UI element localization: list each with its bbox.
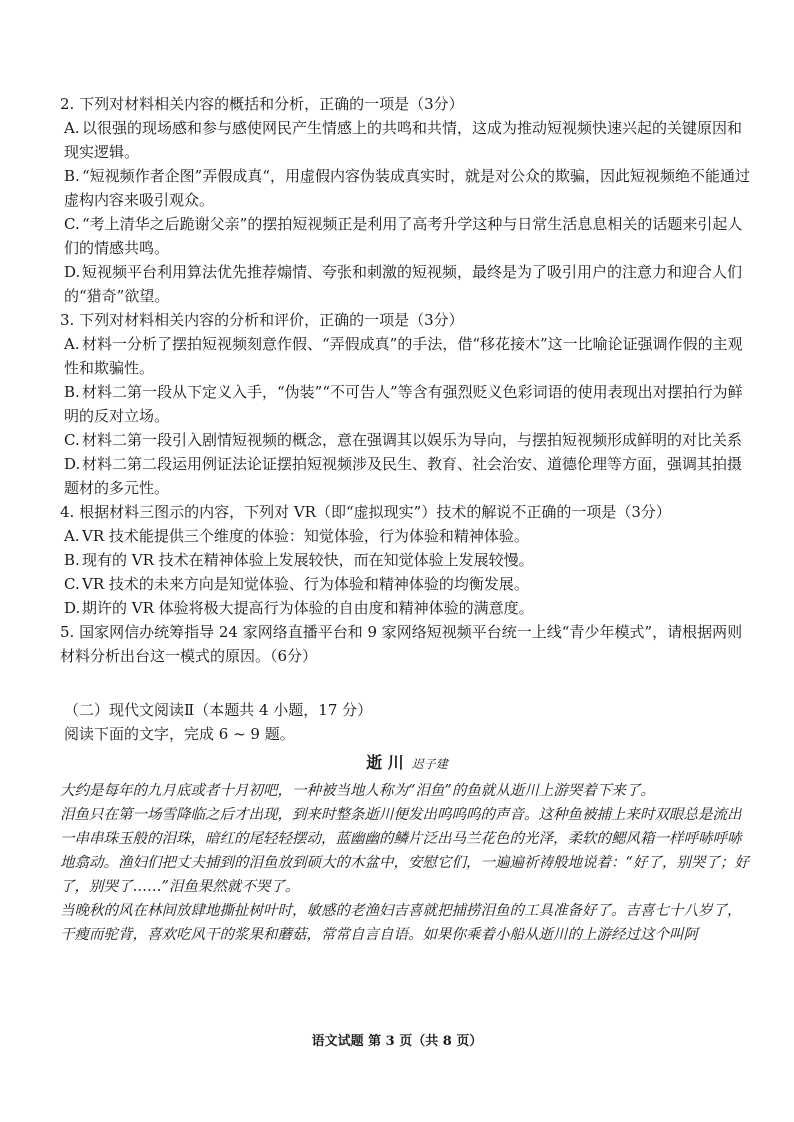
q2-option-b: B. “短视频作者企图”弄假成真“，用虚假内容伪装成真实时，就是对公众的欺骗，因此短视频绝不能通过虚构内容来吸引观众。 xyxy=(64,167,751,209)
page-footer: 语文试题 第 3 页（共 8 页） xyxy=(311,1034,483,1049)
article-paragraph: 泪鱼只在第一场雪降临之后才出现，到来时整条逝川便发出呜呜呜的声音。这种鱼被捕上来时双眼总是流出一串串珠玉般的泪珠，暗红的尾轻轻摆动，蓝幽幽的鳞片泛出马兰花色的光泽，柔软的鳃风箱一样呼哧呼哧地翕动。渔妇们把丈夫捕到的泪鱼放到硕大的木盆中，安慰它们，一遍遍祈祷般地说着：“好了，别哭了；好了，别哭了……”泪鱼果然就不哭了。 xyxy=(60,807,749,895)
question-2-stem: 2. 下列对材料相关内容的概括和分析，正确的一项是（3分） xyxy=(60,95,464,113)
q4-option-d: D. 期许的 VR 体验将极大提高行为体验的自由度和精神体验的满意度。 xyxy=(64,599,534,617)
question-3-stem: 3. 下列对材料相关内容的分析和评价，正确的一项是（3分） xyxy=(60,311,464,329)
q2-option-a: A. 以很强的现场感和参与感使网民产生情感上的共鸣和共情，这成为推动短视频快速兴起的关键原因和现实逻辑。 xyxy=(64,119,743,161)
article-title xyxy=(60,750,754,777)
q3-option-d: D. 材料二第二段运用例证法论证摆拍短视频涉及民生、教育、社会治安、道德伦理等方面，强调其拍摄题材的多元性。 xyxy=(64,455,743,497)
article-author: 迟子建 xyxy=(411,757,448,771)
section-instruction: 阅读下面的文字，完成 6 ~ 9 题。 xyxy=(64,725,295,743)
q4-option-a: A. VR 技术能提供三个维度的体验：知觉体验，行为体验和精神体验。 xyxy=(64,527,529,545)
q2-option-d: D. 短视频平台利用算法优先推荐煽情、夸张和刺激的短视频，最终是为了吸引用户的注意力和迎合人们的“猎奇”欲望。 xyxy=(64,263,743,305)
q4-option-c: C. VR 技术的未来方向是知觉体验、行为体验和精神体验的均衡发展。 xyxy=(64,575,529,593)
q3-option-b: B. 材料二第一段从下定义入手，“伪装”“不可告人”等含有强烈贬义色彩词语的使用表现出对摆拍行为鲜明的反对立场。 xyxy=(64,383,743,425)
question-5-stem: 5. 国家网信办统筹指导 24 家网络直播平台和 9 家网络短视频平台统一上线“青少年模式”，请根据两则材料分析出台这一模式的原因。（6分） xyxy=(60,623,743,665)
question-4-options xyxy=(60,524,754,620)
article-title-text: 逝 川 xyxy=(366,753,404,772)
question-4-stem: 4. 根据材料三图示的内容，下列对 VR（即“虚拟现实”）技术的解说不正确的一项是（3分） xyxy=(60,503,671,521)
q2-option-c: C. “考上清华之后跪谢父亲”的摆拍短视频正是利用了高考升学这种与日常生活息息相关的话题来引起人们的情感共鸣。 xyxy=(64,215,743,257)
q3-option-a: A. 材料一分析了摆拍短视频刻意作假、“弄假成真”的手法，借“移花接木”这一比喻论证强调作假的主观性和欺骗性。 xyxy=(64,335,743,377)
q3-option-c: C. 材料二第一段引入剧情短视频的概念，意在强调其以娱乐为导向，与摆拍短视频形成鲜明的对比关系 xyxy=(64,431,743,449)
article-paragraph: 大约是每年的九月底或者十月初吧，一种被当地人称为“泪鱼”的鱼就从逝川上游哭着下来了。 xyxy=(60,783,655,799)
section-heading: （二）现代文阅读Ⅱ（本题共 4 小题，17 分） xyxy=(64,701,373,719)
q4-option-b: B. 现有的 VR 技术在精神体验上发展较快，而在知觉体验上发展较慢。 xyxy=(64,551,534,569)
question-3-options xyxy=(60,332,754,500)
question-2-options xyxy=(60,116,754,308)
article-paragraph: 当晚秋的风在林间放肆地撕扯树叶时，敏感的老渔妇吉喜就把捕捞泪鱼的工具准备好了。吉喜七十八岁了，干瘦而驼背，喜欢吃风干的浆果和蘑菇，常常自言自语。如果你乘着小船从逝川的上游经过这个叫阿 xyxy=(60,903,742,943)
